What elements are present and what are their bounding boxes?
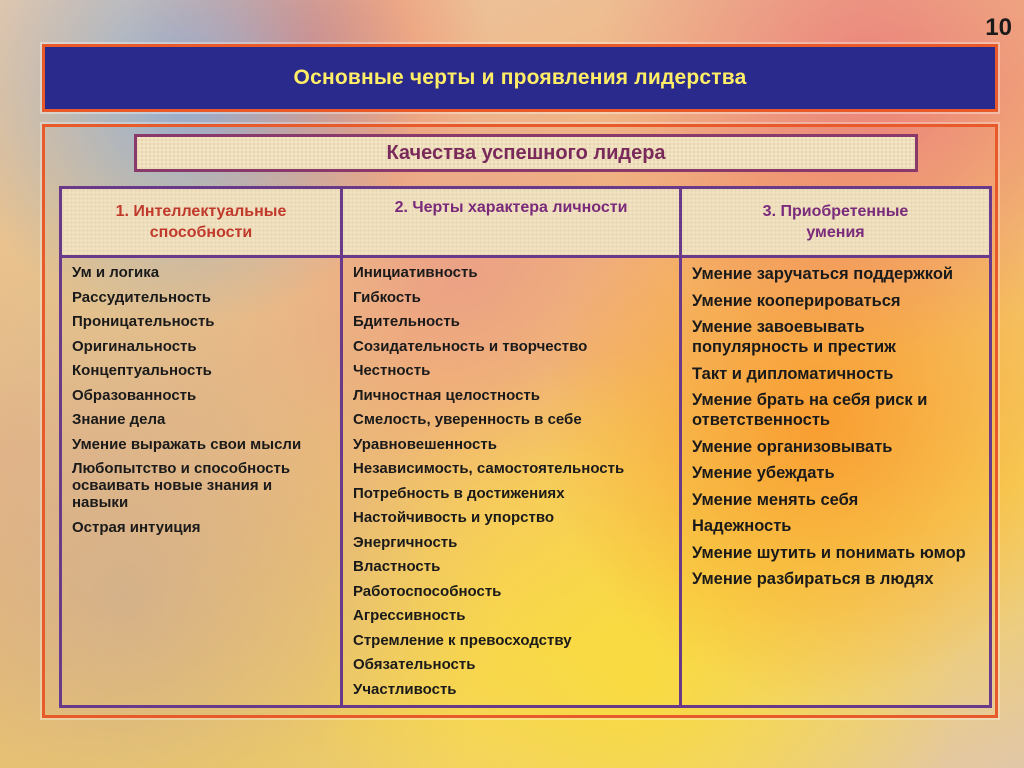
header-line: 3. Приобретенные [762,203,909,220]
acquired-skills-cell [681,257,991,707]
list-item: Участливость [353,680,457,698]
list-item: Обязательность [353,656,476,673]
intellectual-abilities-list [62,258,340,536]
header-line: 2. Черты характера личности [394,199,628,216]
list-item: Гибкость [353,288,421,306]
qualities-table [59,186,992,708]
list-item: Потребность в достижениях [353,484,565,502]
list-item: Инициативность [353,264,478,281]
table-header-row [61,188,991,257]
list-item: Умение менять себя [692,490,859,509]
list-item: Умение убеждать [692,464,835,482]
list-item: Умение шутить и понимать юмор [692,543,966,562]
header-line: способности [149,224,253,241]
list-item: Властность [353,558,441,575]
page-title: Основные черты и проявления лидерства [293,66,747,89]
list-item: Смелость, уверенность в себе [353,411,582,428]
list-item: Острая интуиция [72,518,201,536]
list-item: Умение кооперироваться [692,291,901,310]
list-item: Концептуальность [72,362,212,379]
table-subtitle: Качества успешного лидера [386,141,666,164]
list-item: Независимость, самостоятельность [353,460,625,477]
list-item: Знание дела [72,411,166,428]
header-character-traits [342,188,681,257]
list-item: Энергичность [353,533,458,551]
intellectual-abilities-cell [61,257,342,707]
list-item: Образованность [72,386,197,404]
header-line: 1. Интеллектуальные [115,203,287,220]
title-bar [42,44,998,112]
list-item: Оригинальность [72,337,197,355]
list-item: Бдительность [353,313,460,330]
list-item: Настойчивость и упорство [353,509,555,526]
character-traits-cell [342,257,681,707]
list-item: Умение разбираться в людях [692,570,934,588]
list-item: Честность [353,362,431,379]
list-item: Любопытство и способность осваивать новые знания и навыки [72,460,291,511]
list-item: Ум и логика [72,264,160,281]
list-item: Уравновешенность [353,435,497,453]
list-item: Умение выражать свои мысли [72,435,302,453]
header-acquired-skills [681,188,991,257]
list-item: Агрессивность [353,607,466,624]
list-item: Рассудительность [72,288,211,306]
header-intellectual-abilities [61,188,342,257]
character-traits-list [343,258,679,698]
list-item: Умение брать на себя риск и ответственность [692,391,928,429]
header-line: умения [806,224,865,241]
list-item: Умение заручаться поддержкой [692,265,954,283]
subtitle-bar [134,134,918,172]
list-item: Такт и дипломатичность [692,364,894,383]
acquired-skills-list [682,258,989,589]
list-item: Стремление к превосходству [353,631,572,649]
list-item: Созидательность и творчество [353,337,588,355]
list-item: Умение организовывать [692,437,893,456]
table-body-row [61,257,991,707]
list-item: Умение завоевывать популярность и престиж [692,318,896,356]
list-item: Личностная целостность [353,386,540,404]
page-number: 10 [985,14,1012,41]
list-item: Работоспособность [353,582,502,600]
list-item: Проницательность [72,313,215,330]
list-item: Надежность [692,517,792,535]
